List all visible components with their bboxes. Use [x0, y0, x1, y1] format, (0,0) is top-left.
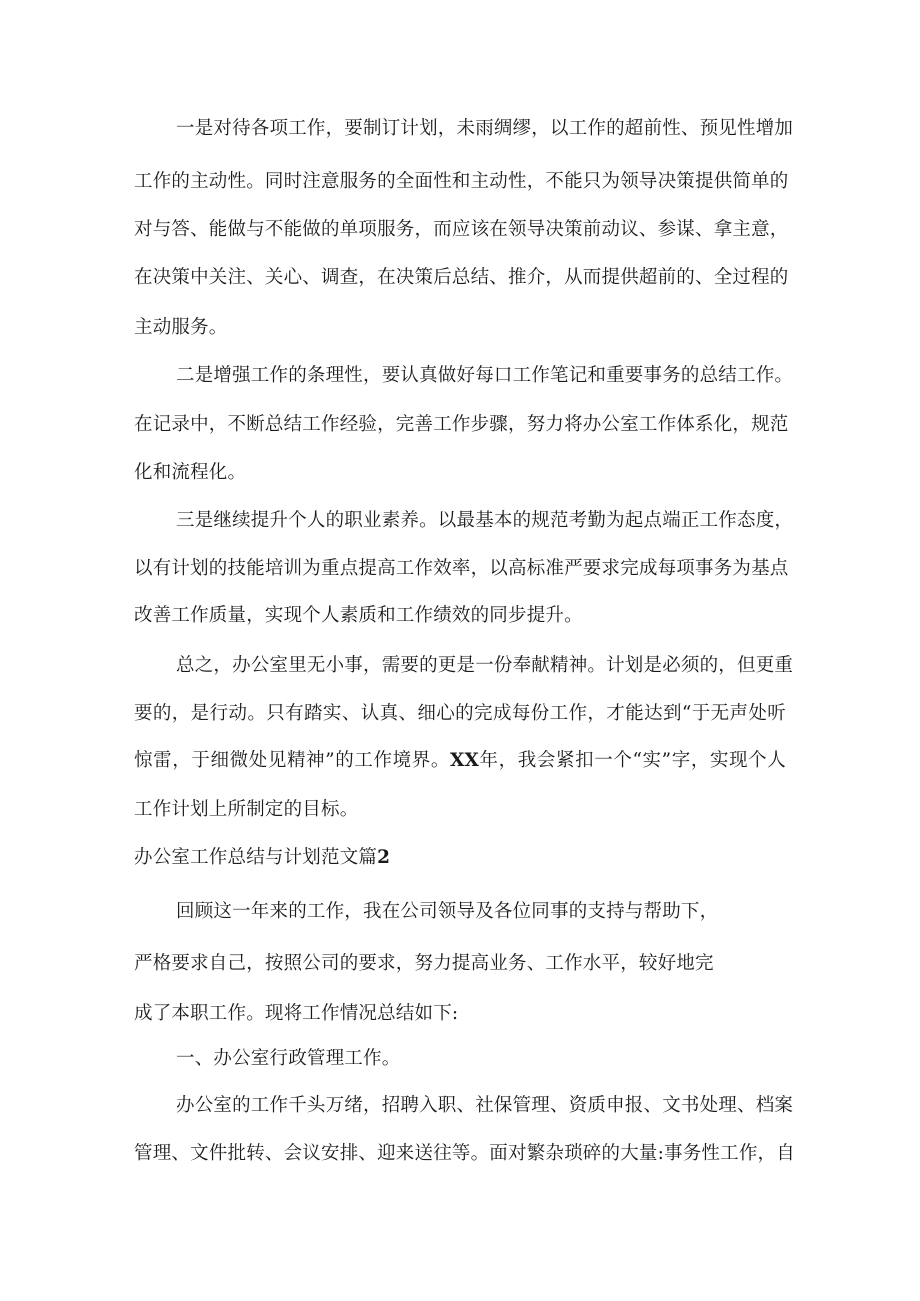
paragraph-4-line-4: 工作计划上所制定的目标。: [134, 799, 359, 820]
section-heading: [134, 846, 390, 870]
paragraph-1-line-1: 一是对待各项工作，要制订计划，未雨绸缪，以工作的超前性、预见性增加: [176, 118, 794, 139]
paragraph-4-line-3-part-c: 年，我会紧扣一个“实”字，实现个人: [479, 750, 786, 771]
year-placeholder: XX: [449, 750, 480, 771]
paragraph-4-line-3: [134, 749, 786, 773]
paragraph-3-line-2: 以有计划的技能培训为重点提高工作效率，以高标准严要求完成每项事务为基点: [134, 558, 789, 579]
paragraph-1-line-5: 主动服务。: [134, 317, 228, 338]
paragraph-1-line-2: 工作的主动性。同时注意服务的全面性和主动性，不能只为领导决策提供简单的: [134, 171, 789, 192]
subsection-heading: 一、办公室行政管理工作。: [176, 1048, 401, 1069]
paragraph-7-line-2: 管理、文件批转、会议安排、迎来送往等。面对繁杂琐碎的大量:事务性工作，自: [134, 1143, 795, 1164]
paragraph-5-line-2: 严格要求自己，按照公司的要求，努力提高业务、工作水平，较好地完: [134, 953, 714, 974]
paragraph-2-line-2: 在记录中，不断总结工作经验，完善工作步骤，努力将办公室工作体系化，规范: [134, 414, 789, 435]
paragraph-2-line-1: 二是增强工作的条理性，要认真做好每口工作笔记和重要事务的总结工作。: [176, 365, 794, 386]
paragraph-3-line-3: 改善工作质量，实现个人素质和工作绩效的同步提升。: [134, 605, 583, 626]
section-heading-number: 2: [377, 847, 391, 868]
paragraph-4-line-1: 总之，办公室里无小事，需要的更是一份奉献精神。计划是必须的，但更重: [176, 655, 794, 676]
paragraph-4-line-3-part-a: 惊雷，于细微处见精神”的工作境界。: [134, 750, 450, 771]
paragraph-1-line-4: 在决策中关注、关心、调查，在决策后总结、推介，从而提供超前的、全过程的: [134, 267, 789, 288]
paragraph-2-line-3: 化和流程化。: [134, 462, 247, 483]
paragraph-5-line-3: 成了本职工作。现将工作情况总结如下:: [134, 1003, 459, 1024]
paragraph-3-line-1: 三是继续提升个人的职业素养。以最基本的规范考勤为起点端正工作态度，: [176, 510, 794, 531]
paragraph-7-line-1: 办公室的工作千头万绪，招聘入职、社保管理、资质申报、文书处理、档案: [176, 1095, 794, 1116]
paragraph-5-line-1: 回顾这一年来的工作，我在公司领导及各位同事的支持与帮助下，: [176, 901, 719, 922]
paragraph-4-line-2: 要的，是行动。只有踏实、认真、细心的完成每份工作，才能达到“于无声处听: [134, 703, 786, 724]
paragraph-1-line-3: 对与答、能做与不能做的单项服务，而应该在领导决策前动议、参谋、拿主意，: [134, 219, 789, 240]
section-heading-text: 办公室工作总结与计划范文篇: [134, 847, 378, 868]
